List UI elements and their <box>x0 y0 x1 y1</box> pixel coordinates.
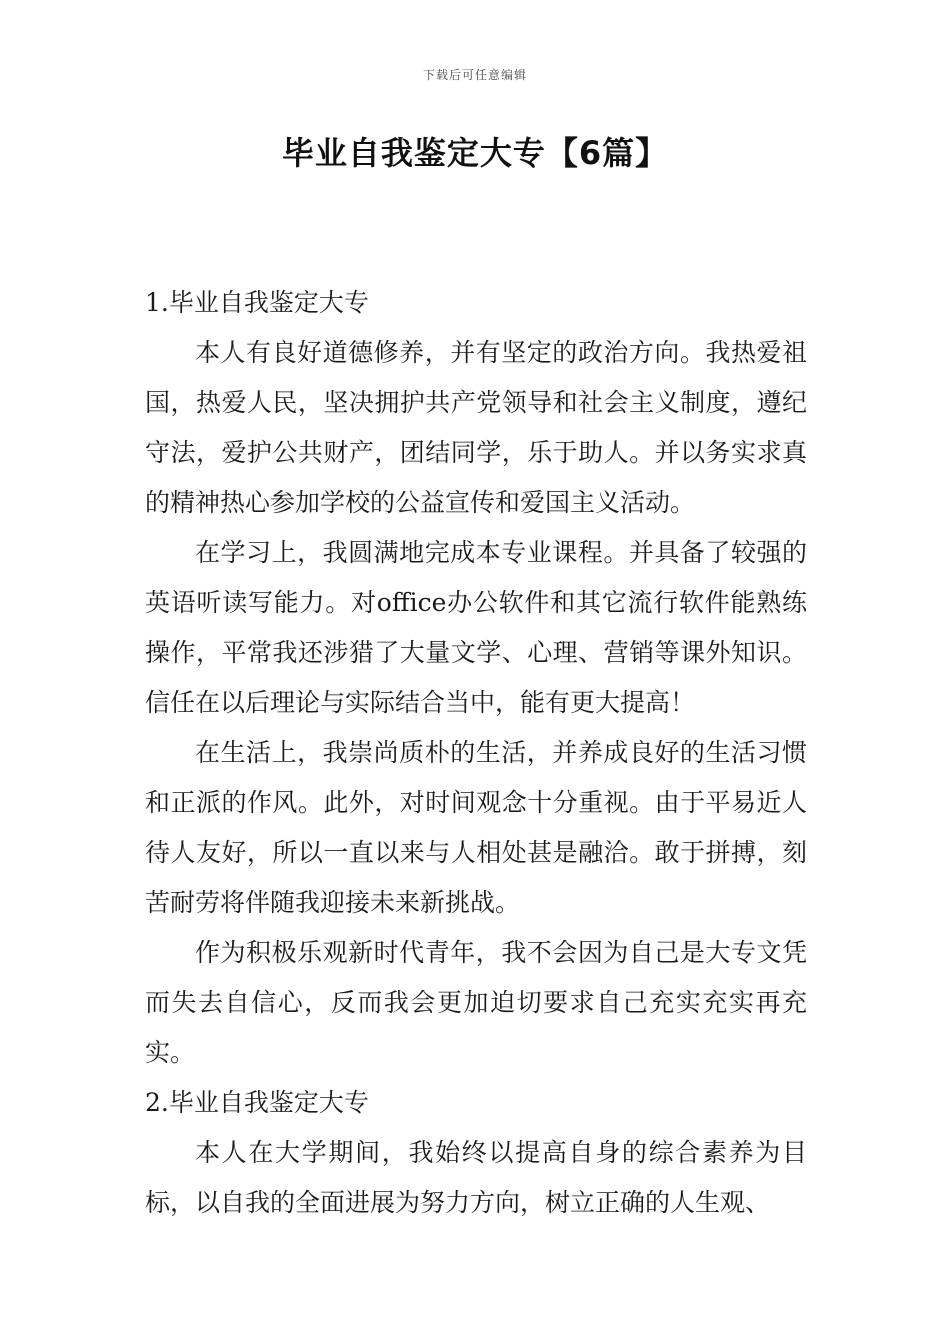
paragraph: 作为积极乐观新时代青年，我不会因为自己是大专文凭而失去自信心，反而我会更加迫切要求自己充实充实再充实。 <box>145 938 807 1067</box>
paragraph: 在生活上，我崇尚质朴的生活，并养成良好的生活习惯和正派的作风。此外，对时间观念十分重视。由于平易近人待人友好，所以一直以来与人相处甚是融洽。敢于拼搏，刻苦耐劳将伴随我迎接未来新挑战。 <box>145 738 807 917</box>
section-heading: 1.毕业自我鉴定大专 <box>145 288 369 317</box>
page-header-note: 下载后可任意编辑 <box>422 68 527 82</box>
document-title: 毕业自我鉴定大专【6篇】 <box>281 134 669 172</box>
section-2 <box>145 1078 807 1228</box>
paragraph: 本人在大学期间，我始终以提高自身的综合素养为目标，以自我的全面进展为努力方向，树立正确的人生观、 <box>145 1138 807 1217</box>
paragraph: 本人有良好道德修养，并有坚定的政治方向。我热爱祖国，热爱人民，坚决拥护共产党领导和社会主义制度，遵纪守法，爱护公共财产，团结同学，乐于助人。并以务实求真的精神热心参加学校的公益宣传和爱国主义活动。 <box>145 338 807 517</box>
section-heading: 2.毕业自我鉴定大专 <box>145 1088 369 1117</box>
paragraph: 在学习上，我圆满地完成本专业课程。并具备了较强的英语听读写能力。对office办公软件和其它流行软件能熟练操作，平常我还涉猎了大量文学、心理、营销等课外知识。信任在以后理论与实际结合当中，能有更大提高！ <box>145 538 807 717</box>
section-1 <box>145 278 807 1078</box>
document-body <box>145 278 807 1228</box>
